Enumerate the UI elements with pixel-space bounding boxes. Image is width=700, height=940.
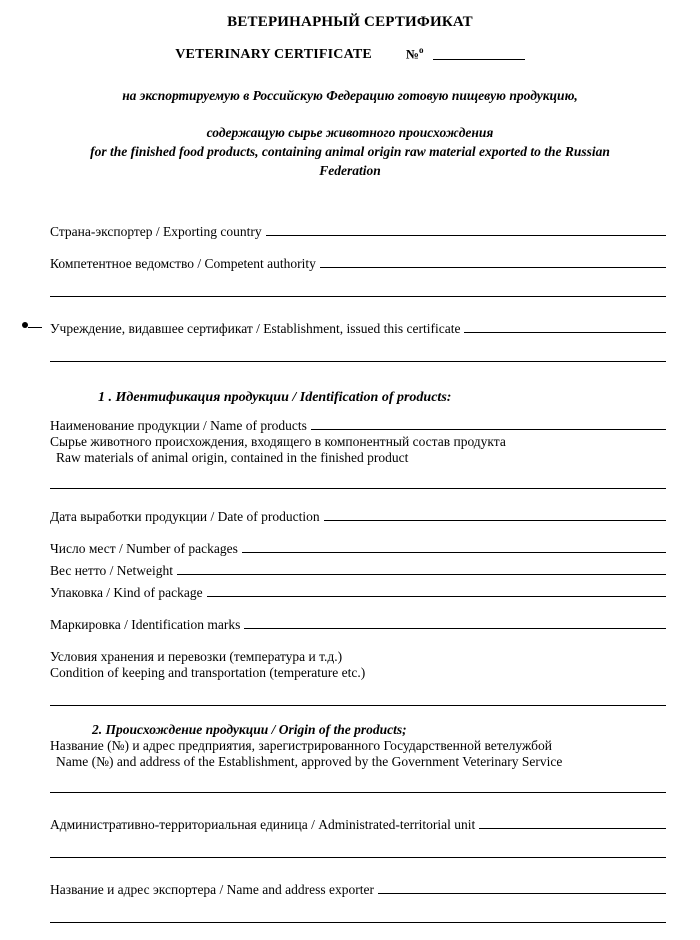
field-identification-marks-label: Маркировка / Identification marks — [50, 617, 241, 633]
field-name-of-products-label: Наименование продукции / Name of products — [50, 418, 307, 434]
field-administrated-territorial-unit[interactable] — [50, 817, 666, 833]
subtitle-ru-line2: содержащую сырье животного происхождения — [206, 124, 494, 140]
field-establishment-issued-input-line2[interactable] — [50, 351, 666, 362]
field-kind-of-package-input[interactable] — [207, 585, 666, 597]
field-administrated-territorial-unit-line2[interactable] — [50, 847, 666, 858]
subtitle-en-line2: Federation — [319, 162, 381, 178]
conditions-input-line[interactable] — [50, 695, 666, 706]
field-name-of-products-input[interactable] — [311, 418, 666, 430]
field-competent-authority-input-line2[interactable] — [50, 286, 666, 297]
field-date-of-production-input[interactable] — [324, 509, 666, 521]
field-name-address-exporter[interactable] — [50, 882, 666, 898]
document-title-en-row — [30, 45, 670, 63]
field-competent-authority[interactable] — [50, 256, 666, 272]
field-establishment-issued[interactable] — [50, 321, 666, 337]
field-name-address-exporter-label: Название и адрес экспортера / Name and address exporter — [50, 882, 374, 898]
subtitle-en-line1: for the finished food products, containing animal origin raw material exported to the Russian — [90, 143, 610, 159]
raw-materials-ru-text: Сырье животного происхождения, входящего в компонентный состав продукта — [50, 434, 506, 450]
raw-materials-en-text: Raw materials of animal origin, contained in the finished product — [56, 450, 409, 466]
field-date-of-production[interactable] — [50, 509, 666, 525]
establishment-ru-text: Название (№) и адрес предприятия, зарегистрированного Государственной ветелужбой — [50, 738, 552, 754]
field-netweight[interactable] — [50, 563, 666, 579]
raw-materials-input-line1[interactable] — [50, 478, 666, 489]
field-kind-of-package-label: Упаковка / Kind of package — [50, 585, 203, 601]
document-title-ru: ВЕТЕРИНАРНЫЙ СЕРТИФИКАТ — [227, 14, 473, 30]
certificate-number-label — [406, 45, 525, 62]
section-1-heading: 1 . Идентификация продукции / Identification of products: — [98, 390, 452, 406]
field-number-of-packages-input[interactable] — [242, 541, 666, 553]
field-date-of-production-label: Дата выработки продукции / Date of production — [50, 509, 320, 525]
field-establishment-issued-input[interactable] — [464, 321, 666, 333]
field-establishment-issued-label: Учреждение, видавшее сертификат / Establishment, issued this certificate — [50, 321, 461, 337]
establishment-en-text: Name (№) and address of the Establishment, approved by the Government Veterinary Service — [56, 754, 563, 770]
establishment-input-line1[interactable] — [50, 782, 666, 793]
field-name-address-exporter-line2[interactable] — [50, 912, 666, 923]
field-identification-marks[interactable] — [50, 617, 666, 633]
field-exporting-country[interactable] — [50, 224, 666, 240]
number-sign: № — [405, 46, 420, 62]
field-netweight-input[interactable] — [177, 563, 666, 575]
field-identification-marks-input[interactable] — [244, 617, 666, 629]
field-number-of-packages[interactable] — [50, 541, 666, 557]
field-netweight-label: Вес нетто / Netweight — [50, 563, 174, 579]
field-number-of-packages-label: Число мест / Number of packages — [50, 541, 238, 557]
field-competent-authority-label: Компетентное ведомство / Competent authority — [50, 256, 316, 272]
field-administrated-territorial-unit-label: Административно-территориальная единица / Administrated-territorial unit — [50, 817, 476, 833]
conditions-ru-text: Условия хранения и перевозки (температура и т.д.) — [50, 649, 343, 665]
section-2-heading: 2. Происхождение продукции / Origin of the products; — [92, 722, 407, 738]
document-title-en: VETERINARY CERTIFICATE — [175, 47, 372, 63]
ink-blot-tail — [28, 327, 42, 328]
certificate-number-fill[interactable] — [433, 51, 525, 60]
field-name-of-products[interactable] — [50, 418, 666, 434]
field-name-address-exporter-input[interactable] — [378, 882, 666, 894]
field-exporting-country-label: Страна-экспортер / Exporting country — [50, 224, 262, 240]
field-competent-authority-input[interactable] — [320, 256, 666, 268]
subtitle-ru-line1: на экспортируемую в Российскую Федерацию готовую пищевую продукцию, — [122, 88, 578, 104]
field-kind-of-package[interactable] — [50, 585, 666, 601]
field-administrated-territorial-unit-input[interactable] — [479, 817, 666, 829]
number-superscript: o — [419, 45, 424, 55]
field-exporting-country-input[interactable] — [266, 224, 666, 236]
conditions-en-text: Condition of keeping and transportation (temperature etc.) — [50, 665, 366, 681]
